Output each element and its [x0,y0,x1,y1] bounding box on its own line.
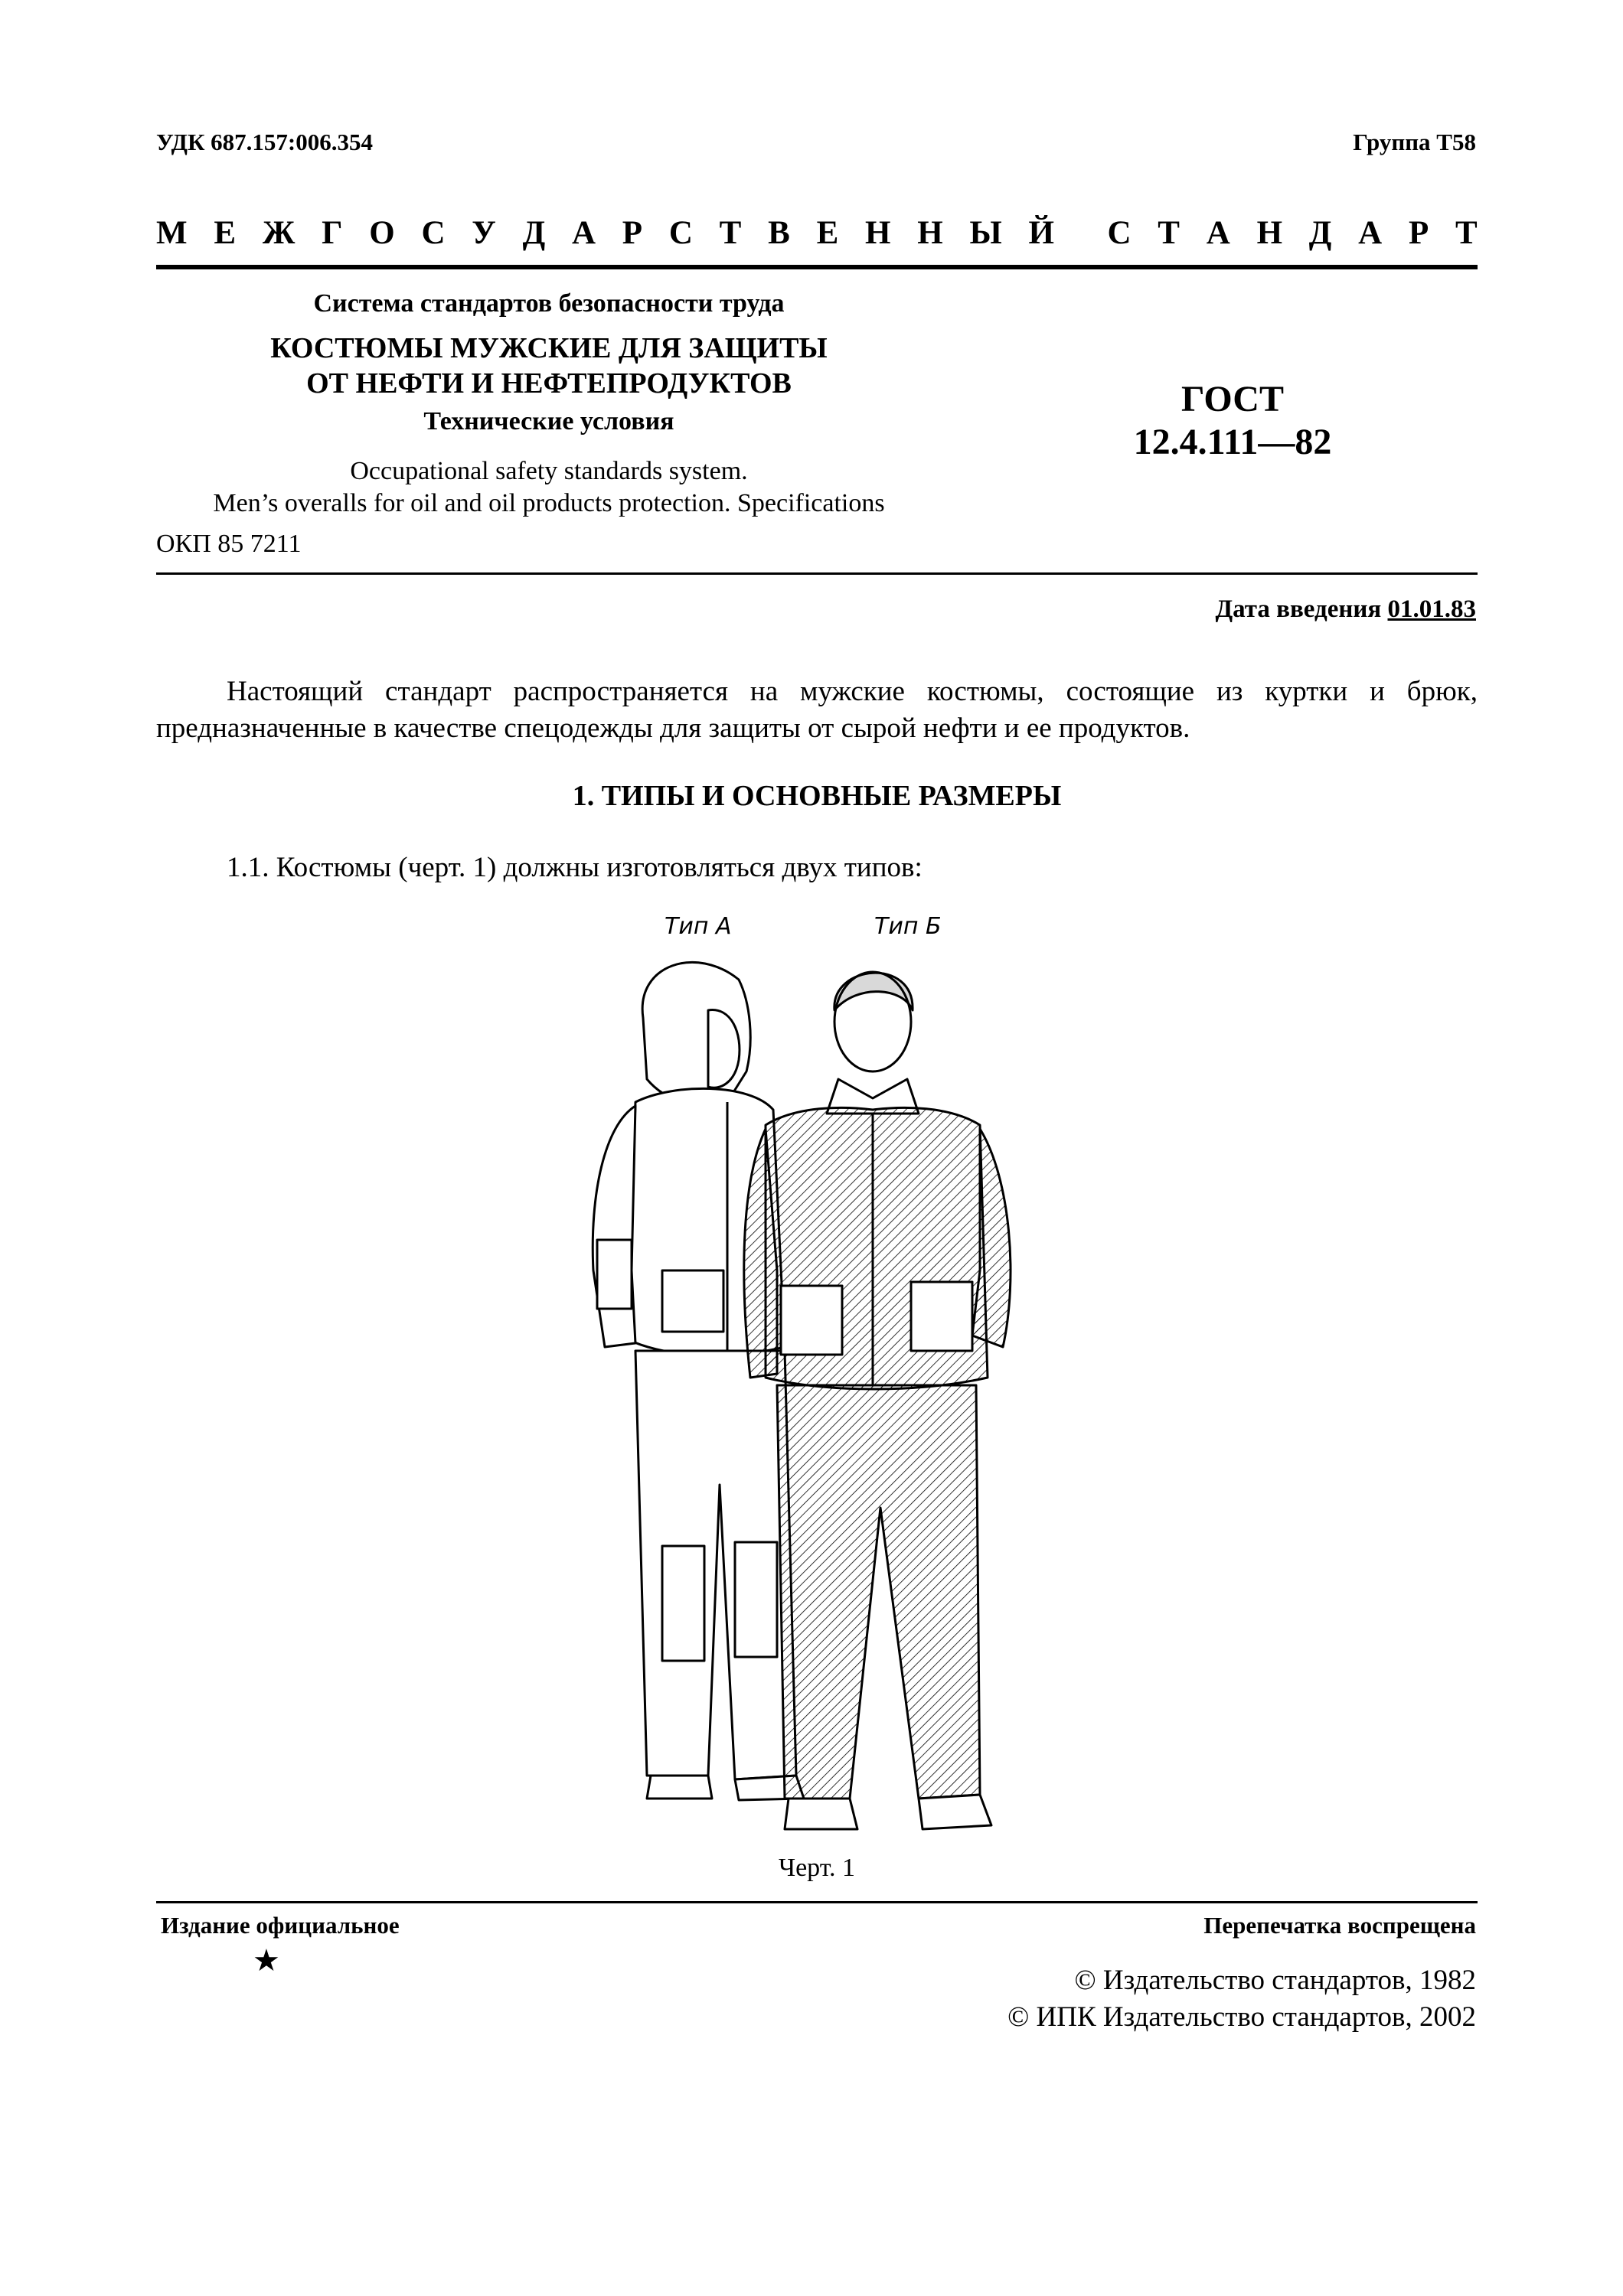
document-title [156,331,942,401]
heading-letter: У [472,215,496,251]
paragraph-1-1: 1.1. Костюмы (черт. 1) должны изготовляться двух типов: [227,852,923,883]
figure-label-type-a: Тип А [665,913,732,940]
boot-b-left [785,1799,857,1829]
heading-letter: Н [865,215,891,251]
introduction-date [1215,595,1476,624]
star-icon: ★ [253,1943,280,1978]
trousers-b [777,1385,980,1799]
heading-letter: А [571,215,596,251]
heading-letter: Р [1408,215,1429,251]
heading-letter: Т [719,215,742,251]
reprint-prohibited: Перепечатка воспрещена [1203,1912,1476,1939]
heading-rule [156,265,1478,269]
english-line-1: Occupational safety standards system. [350,457,748,485]
figure-type-b [744,972,1011,1829]
gost-label: ГОСТ [1181,379,1284,419]
heading-letter: С [668,215,693,251]
heading-letter: Д [522,215,546,251]
heading-letter: Г [322,215,343,251]
heading-letter: Н [917,215,943,251]
figure-type-a [593,962,804,1800]
interstate-standard-heading [156,214,1478,252]
copyright-1982: © Издательство стандартов, 1982 [1074,1965,1476,1996]
gost-number: 12.4.111—82 [1133,422,1332,462]
pocket-a [662,1270,723,1332]
heading-letter: Т [1158,215,1180,251]
pocket-b-right [911,1282,972,1351]
date-label: Дата введения [1215,595,1382,623]
intro-paragraph: Настоящий стандарт распространяется на мужские костюмы, состоящие из куртки и брюк, предназначенные в качестве спецодежды для защиты от сырой нефти и ее продуктов. [156,676,1478,744]
sleeve-a [593,1106,635,1347]
heading-letter: Ы [969,215,1002,251]
figure-caption: Черт. 1 [778,1854,856,1882]
title-line-1: КОСТЮМЫ МУЖСКИЕ ДЛЯ ЗАЩИТЫ [270,332,828,364]
heading-letter: Н [1256,215,1283,251]
heading-letter: С [421,215,446,251]
heading-letter: Р [622,215,643,251]
heading-letter: Ж [262,215,296,251]
copyright-2002: © ИПК Издательство стандартов, 2002 [1007,2001,1476,2033]
heading-letter: Т [1455,215,1478,251]
figure-label-type-b: Тип Б [874,913,942,940]
title-rule [156,572,1478,575]
heading-letter: О [369,215,395,251]
official-edition: Издание официальное [161,1912,400,1939]
title-line-2: ОТ НЕФТИ И НЕФТЕПРОДУКТОВ [306,367,792,400]
boot-a-left [647,1776,712,1799]
system-title: Система стандартов безопасности труда [313,289,785,318]
heading-letter: А [1358,215,1383,251]
date-value: 01.01.83 [1387,595,1476,623]
suits-illustration [521,949,1148,1852]
elbow-patch [597,1240,632,1309]
okp-code: ОКП 85 7211 [156,530,302,558]
boot-b-right [919,1795,991,1829]
english-title [156,455,942,520]
heading-letter: Е [816,215,839,251]
group-code: Группа Т58 [1353,129,1476,155]
knee-patch-left [662,1546,704,1661]
pocket-b-left [781,1286,842,1355]
heading-letter: Е [214,215,237,251]
heading-letter: Д [1308,215,1332,251]
section-heading: 1. ТИПЫ И ОСНОВНЫЕ РАЗМЕРЫ [572,780,1062,812]
heading-letter: А [1206,215,1230,251]
udk-code: УДК 687.157:006.354 [156,129,373,155]
footer-rule [156,1901,1478,1903]
heading-letter: М [156,215,188,251]
knee-patch-right [735,1542,777,1657]
english-line-2: Men’s overalls for oil and oil products protection. Specifications [213,489,885,517]
document-subtitle: Технические условия [423,407,674,435]
heading-letter: С [1107,215,1132,251]
heading-letter: Й [1028,215,1054,251]
heading-letter: В [768,215,790,251]
gost-designation [1087,378,1378,464]
